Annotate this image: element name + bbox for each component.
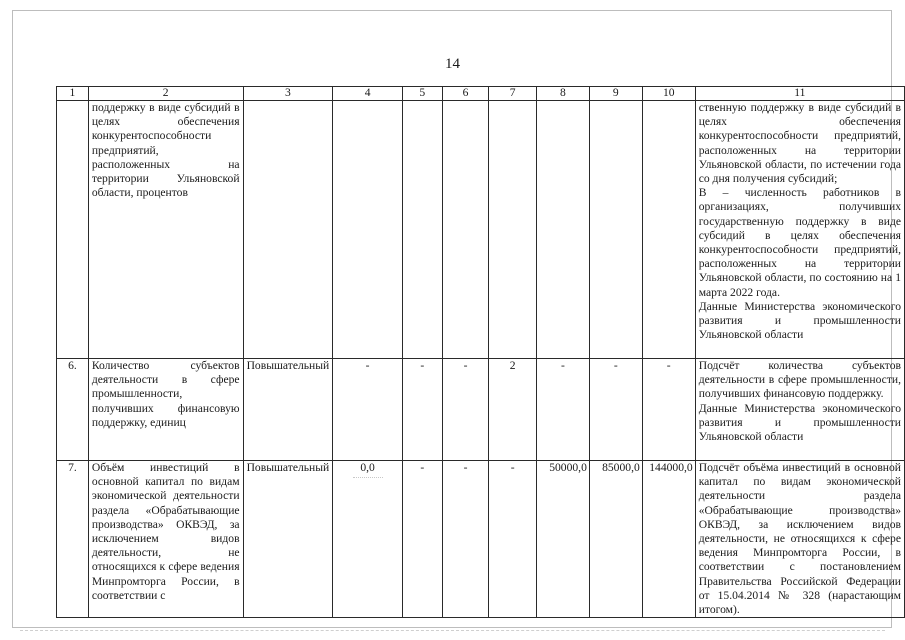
method-text: ственную поддержку в виде субсидий в целях обеспечения конкурентоспособности предприятий, расположенных на территории Ульяновской области, по истечении года со дня получения субсидий; bbox=[698, 101, 901, 186]
value-col10: 144000,0 bbox=[642, 461, 695, 618]
header-cell: 1 bbox=[57, 87, 89, 101]
indicators-table bbox=[56, 86, 905, 618]
header-cell: 11 bbox=[695, 87, 904, 101]
value-col6: - bbox=[442, 461, 489, 618]
header-cell: 4 bbox=[333, 87, 403, 101]
value-col8: - bbox=[536, 359, 589, 461]
header-cell: 8 bbox=[536, 87, 589, 101]
indicator-type: Повышательный bbox=[243, 461, 333, 618]
row-number: 6. bbox=[57, 359, 89, 461]
scan-artifact-line bbox=[20, 630, 885, 631]
value-col7: - bbox=[489, 461, 537, 618]
value-col9: - bbox=[589, 359, 642, 461]
value-col7 bbox=[489, 101, 537, 359]
table-row bbox=[57, 359, 905, 461]
table-row bbox=[57, 101, 905, 359]
page-number: 14 bbox=[445, 56, 460, 72]
data-source: Данные Министерства экономического развития и промышленности Ульяновской области bbox=[698, 401, 901, 444]
indicator-name: поддержку в виде субсидий в целях обеспечения конкурентоспособности предприятий, расположенных на территории Ульяновской области, процентов bbox=[88, 101, 243, 359]
indicator-name: Объём инвестиций в основной капитал по видам экономической деятельности раздела «Обрабатывающие производства» ОКВЭД, за исключением видов деятельности, не относящихся к сфере ведения Минпромторга России, в соответствии с bbox=[88, 461, 243, 618]
row-number bbox=[57, 101, 89, 359]
method-cell bbox=[695, 461, 904, 618]
row-number: 7. bbox=[57, 461, 89, 618]
indicator-name: Количество субъектов деятельности в сфере промышленности, получивших финансовую поддержку, единиц bbox=[88, 359, 243, 461]
method-text: Подсчёт объёма инвестиций в основной капитал по видам экономической деятельности раздела «Обрабатывающие производства» ОКВЭД, за исключением видов деятельности, не относящихся к сфере ведения Минпромторга России, в соответствии с постановлением Правительства Российской Федерации от 15.04.2014 № 328 (нарастающим итогом). bbox=[698, 461, 901, 617]
header-cell: 5 bbox=[402, 87, 442, 101]
header-cell: 3 bbox=[243, 87, 333, 101]
value-col10 bbox=[642, 101, 695, 359]
table-row bbox=[57, 461, 905, 618]
value-col4 bbox=[333, 101, 403, 359]
value-col4: - bbox=[333, 359, 403, 461]
value-col5 bbox=[402, 101, 442, 359]
table-header-row bbox=[57, 87, 905, 101]
value-col10: - bbox=[642, 359, 695, 461]
method-text-continued: В – численность работников в организациях, получивших государственную поддержку в виде субсидий в целях обеспечения конкурентоспособности предприятий, расположенных на территории Ульяновской области, по состоянию на 1 марта 2022 года. bbox=[698, 186, 901, 299]
value-col9: 85000,0 bbox=[589, 461, 642, 618]
indicator-type: Повышательный bbox=[243, 359, 333, 461]
method-cell bbox=[695, 359, 904, 461]
value-col4 bbox=[333, 461, 403, 618]
header-cell: 9 bbox=[589, 87, 642, 101]
value-col4-text: 0,0 bbox=[360, 461, 375, 474]
value-col5: - bbox=[402, 461, 442, 618]
header-cell: 7 bbox=[489, 87, 537, 101]
data-source: Данные Министерства экономического развития и промышленности Ульяновской области bbox=[698, 299, 901, 342]
value-col6: - bbox=[442, 359, 489, 461]
value-col9 bbox=[589, 101, 642, 359]
method-cell bbox=[695, 101, 904, 359]
value-col8: 50000,0 bbox=[536, 461, 589, 618]
header-cell: 6 bbox=[442, 87, 489, 101]
value-col5: - bbox=[402, 359, 442, 461]
indicator-type bbox=[243, 101, 333, 359]
value-col7: 2 bbox=[489, 359, 537, 461]
scan-dots bbox=[353, 477, 383, 478]
header-cell: 10 bbox=[642, 87, 695, 101]
value-col8 bbox=[536, 101, 589, 359]
value-col6 bbox=[442, 101, 489, 359]
method-text: Подсчёт количества субъектов деятельности в сфере промышленности, получивших финансовую поддержку. bbox=[698, 359, 901, 401]
header-cell: 2 bbox=[88, 87, 243, 101]
